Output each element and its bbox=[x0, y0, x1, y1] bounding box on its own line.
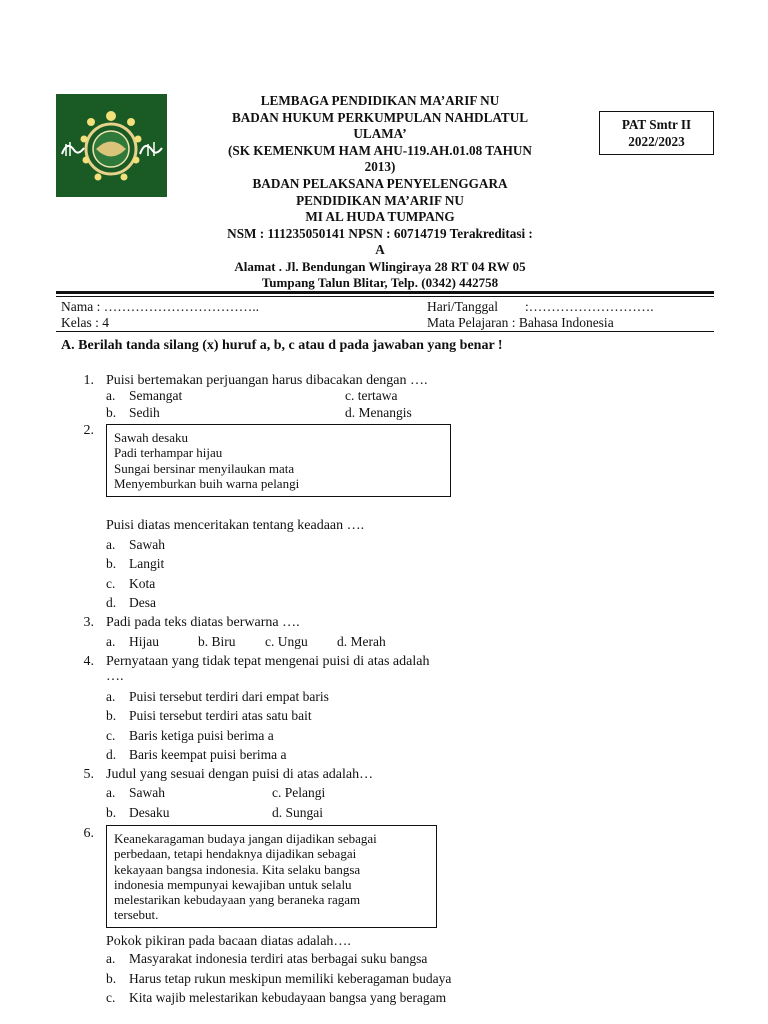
address-line: Alamat . Jl. Bendungan Wlingiraya 28 RT 04 RW 05 bbox=[234, 259, 526, 274]
date-field[interactable]: :………………………. bbox=[525, 299, 654, 314]
option-letter: b. bbox=[106, 708, 117, 723]
option-d[interactable]: d. Merah bbox=[337, 634, 386, 649]
option-letter: b. bbox=[106, 405, 117, 420]
passage-box bbox=[106, 825, 437, 928]
option-d[interactable]: d. Sungai bbox=[272, 805, 324, 820]
option-b[interactable]: Desaku bbox=[129, 805, 170, 820]
option-a[interactable]: Hijau bbox=[129, 634, 159, 649]
header-line: BADAN HUKUM PERKUMPULAN NAHDLATUL bbox=[231, 109, 529, 125]
question-text-cont: …. bbox=[106, 669, 124, 684]
option-a[interactable]: Puisi tersebut terdiri dari empat baris bbox=[129, 689, 329, 704]
passage-line: kekayaan bangsa indonesia. Kita selaku bangsa bbox=[114, 861, 361, 877]
option-c[interactable]: c. tertawa bbox=[345, 388, 398, 403]
passage-line: tersebut. bbox=[114, 907, 159, 923]
divider bbox=[56, 296, 714, 297]
question-text: Puisi bertemakan perjuangan harus dibacakan dengan …. bbox=[106, 373, 428, 388]
option-b[interactable]: b. Biru bbox=[198, 634, 236, 649]
poem-line: Padi terhampar hijau bbox=[114, 445, 223, 461]
question-number: 2. bbox=[83, 423, 94, 438]
poem-box bbox=[106, 424, 451, 497]
passage-line: perbedaan, tetapi hendaknya dijadikan sebagai bbox=[114, 846, 357, 862]
option-letter: c. bbox=[106, 728, 116, 743]
name-field[interactable]: Nama : …………………………….. bbox=[61, 299, 259, 314]
class-label: Kelas : 4 bbox=[61, 315, 109, 330]
question-text: Pernyataan yang tidak tepat mengenai puisi di atas adalah bbox=[106, 654, 430, 669]
option-d[interactable]: d. Menangis bbox=[345, 405, 412, 420]
header-line: 2013) bbox=[364, 159, 396, 175]
option-d[interactable]: Baris keempat puisi berima a bbox=[129, 747, 287, 762]
question-number: 6. bbox=[83, 826, 94, 841]
option-letter: a. bbox=[106, 537, 116, 552]
question-number: 3. bbox=[83, 615, 94, 630]
question-text: Judul yang sesuai dengan puisi di atas adalah… bbox=[106, 767, 374, 782]
nu-emblem-icon bbox=[56, 94, 167, 197]
header-line: PENDIDIKAN MA’ARIF NU bbox=[296, 192, 464, 208]
header-line: LEMBAGA PENDIDIKAN MA’ARIF NU bbox=[260, 93, 500, 108]
option-a[interactable]: Sawah bbox=[129, 785, 165, 800]
option-letter: b. bbox=[106, 556, 117, 571]
passage-line: Keanekaragaman budaya jangan dijadikan sebagai bbox=[114, 831, 377, 846]
poem-line: Sawah desaku bbox=[114, 430, 189, 445]
school-address bbox=[180, 259, 580, 291]
poem-line: Sungai bersinar menyilaukan mata bbox=[114, 460, 295, 476]
question-text: Padi pada teks diatas berwarna …. bbox=[106, 615, 300, 630]
header-line: ULAMA’ bbox=[353, 126, 407, 142]
question-number: 4. bbox=[83, 654, 94, 669]
address-line: Tumpang Talun Blitar, Telp. (0342) 442758 bbox=[261, 275, 499, 290]
option-b[interactable]: Harus tetap rukun meskipun memiliki keberagaman budaya bbox=[129, 971, 452, 986]
question-text: Pokok pikiran pada bacaan diatas adalah…. bbox=[106, 934, 351, 949]
option-c[interactable]: c. Ungu bbox=[265, 634, 308, 649]
poem-line: Menyemburkan buih warna pelangi bbox=[114, 475, 300, 491]
option-letter: b. bbox=[106, 971, 117, 986]
option-letter: b. bbox=[106, 805, 117, 820]
option-b[interactable]: Langit bbox=[129, 556, 165, 571]
question-text: Puisi diatas menceritakan tentang keadaan …. bbox=[106, 518, 365, 533]
school-header bbox=[180, 93, 580, 259]
date-label: Hari/Tanggal bbox=[427, 299, 499, 314]
option-a[interactable]: Semangat bbox=[129, 388, 183, 403]
option-letter: a. bbox=[106, 388, 116, 403]
section-instruction: A. Berilah tanda silang (x) huruf a, b, c atau d pada jawaban yang benar ! bbox=[61, 338, 503, 353]
passage-line: melestarikan kebudayaan yang beraneka ragam bbox=[114, 892, 361, 908]
option-c[interactable]: c. Pelangi bbox=[272, 785, 326, 800]
header-line: NSM : 111235050141 NPSN : 60714719 Terakreditasi : bbox=[227, 225, 533, 241]
divider bbox=[56, 331, 714, 332]
option-d[interactable]: Desa bbox=[129, 595, 156, 610]
exam-year: 2022/2023 bbox=[628, 134, 685, 149]
option-c[interactable]: Kita wajib melestarikan kebudayaan bangsa yang beragam bbox=[129, 990, 447, 1005]
option-letter: c. bbox=[106, 990, 116, 1005]
question-number: 1. bbox=[83, 373, 94, 388]
option-a[interactable]: Masyarakat indonesia terdiri atas berbagai suku bangsa bbox=[129, 951, 428, 966]
header-line: (SK KEMENKUM HAM AHU-119.AH.01.08 TAHUN bbox=[228, 142, 532, 158]
option-a[interactable]: Sawah bbox=[129, 537, 165, 552]
option-letter: a. bbox=[106, 951, 116, 966]
option-letter: a. bbox=[106, 634, 116, 649]
option-c[interactable]: Kota bbox=[129, 576, 156, 591]
question-number: 5. bbox=[83, 767, 94, 782]
option-letter: d. bbox=[106, 595, 117, 610]
header-line: MI AL HUDA TUMPANG bbox=[305, 209, 455, 225]
passage-line: indonesia mempunyai kewajiban untuk selalu bbox=[114, 876, 352, 892]
option-letter: d. bbox=[106, 747, 117, 762]
school-logo bbox=[56, 94, 167, 197]
option-letter: a. bbox=[106, 785, 116, 800]
divider bbox=[56, 291, 714, 294]
exam-label: PAT Smtr II bbox=[621, 117, 692, 132]
header-line: A bbox=[375, 242, 385, 258]
option-letter: a. bbox=[106, 689, 116, 704]
subject-label: Mata Pelajaran : Bahasa Indonesia bbox=[427, 315, 614, 330]
option-c[interactable]: Baris ketiga puisi berima a bbox=[129, 728, 274, 743]
header-line: BADAN PELAKSANA PENYELENGGARA bbox=[252, 175, 508, 191]
option-b[interactable]: Sedih bbox=[129, 405, 160, 420]
option-b[interactable]: Puisi tersebut terdiri atas satu bait bbox=[129, 708, 312, 723]
exam-label-box bbox=[599, 111, 714, 155]
option-letter: c. bbox=[106, 576, 116, 591]
